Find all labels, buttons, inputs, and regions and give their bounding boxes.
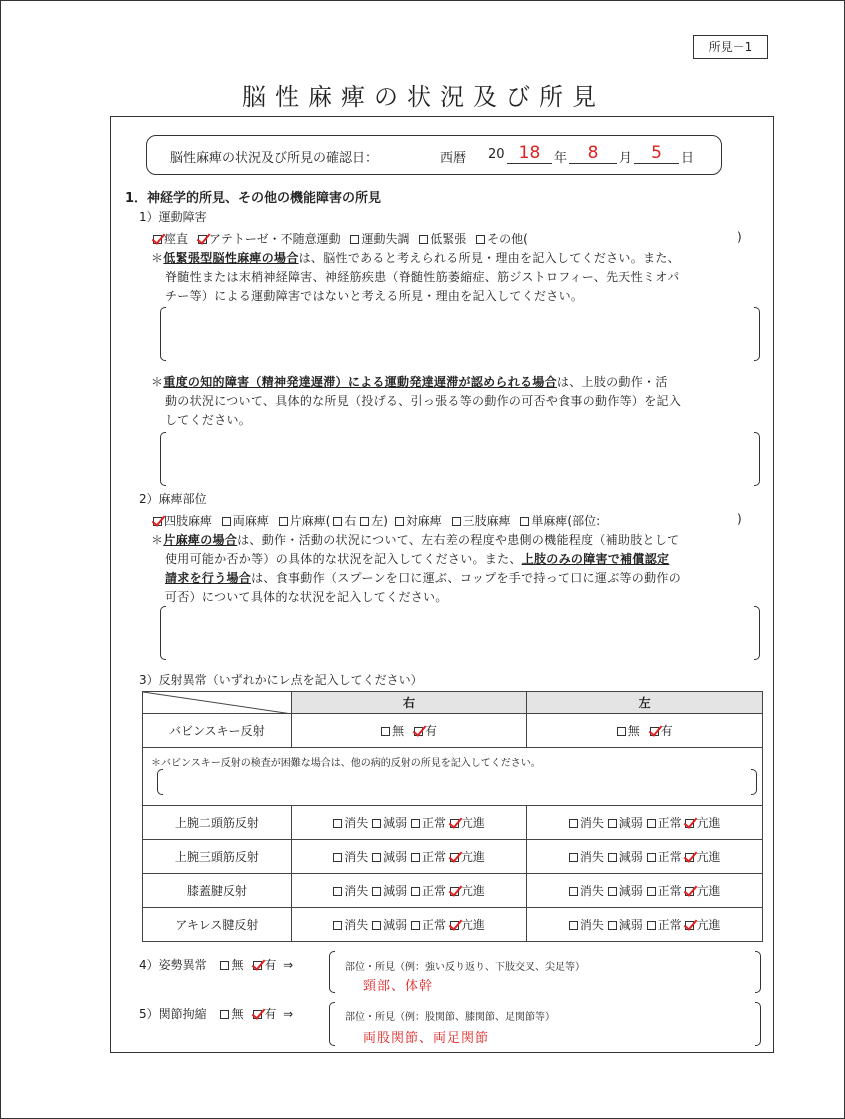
- babinski-left-opt[interactable]: 有: [650, 724, 673, 738]
- reflex-row-label: 上腕二頭筋反射: [143, 806, 292, 840]
- checkbox-icon[interactable]: [685, 887, 694, 896]
- paralysis-note: ＊片麻痺の場合は、動作・活動の状況について、左右差の程度や患側の機能程度（補助肢として 使用可能か否か等）の具体的な状況を記入してください。また、上肢のみの障害で補償認定 請求を行う場合は、食事動作（スプーンを口に運ぶ、コップを手で持って口に運ぶ等の動作の 可否）について具体的な状況を記入してください。: [151, 533, 682, 604]
- reflex-table: [142, 691, 763, 942]
- posture-opt-yes[interactable]: 有: [253, 958, 276, 972]
- month-field[interactable]: 8: [569, 143, 617, 164]
- reflex-corner: [143, 692, 292, 714]
- contracture-opt-yes[interactable]: 有: [253, 1007, 276, 1021]
- paralysis-close: ): [737, 512, 742, 526]
- contracture-row: [139, 1005, 293, 1022]
- checkbox-icon[interactable]: [685, 921, 694, 930]
- table-row: [143, 908, 763, 942]
- paralysis-opt-5[interactable]: 対麻痺: [395, 514, 442, 528]
- reflex-left-options: 消失 減弱 正常 亢進: [527, 806, 763, 840]
- posture-heading: 4）姿勢異常: [139, 958, 207, 972]
- checkbox-icon[interactable]: [450, 921, 459, 930]
- reflex-row-label: 膝蓋腱反射: [143, 874, 292, 908]
- day-field[interactable]: 5: [634, 143, 679, 164]
- checkbox-icon[interactable]: [450, 853, 459, 862]
- checkbox-icon[interactable]: [372, 921, 381, 930]
- checkbox-icon[interactable]: [360, 517, 369, 526]
- checkbox-icon[interactable]: [253, 961, 262, 970]
- checkbox-icon[interactable]: [617, 727, 626, 736]
- checkbox-icon[interactable]: [608, 921, 617, 930]
- year-unit: 年: [554, 151, 568, 166]
- motor-note2: ＊重度の知的障害（精神発達遅滞）による運動発達遅滞が認められる場合は、上肢の動作・活 動の状況について、具体的な所見（投げる、引っ張る等の動作の可否や食事の動作等）を記入 してください。: [151, 375, 682, 427]
- checkbox-icon[interactable]: [350, 235, 359, 244]
- checkbox-icon[interactable]: [253, 1010, 262, 1019]
- checkbox-icon[interactable]: [569, 887, 578, 896]
- year-prefix: 20: [488, 147, 505, 162]
- paralysis-opt-0[interactable]: 四肢麻痺: [153, 514, 212, 528]
- contracture-hint: 部位・所見（例：股関節、膝関節、足関節等）: [345, 1012, 555, 1023]
- paralysis-opt-1[interactable]: 両麻痺: [222, 514, 269, 528]
- checkbox-icon[interactable]: [685, 853, 694, 862]
- checkbox-icon[interactable]: [220, 1010, 229, 1019]
- col-left: 左: [527, 692, 763, 714]
- checkbox-icon[interactable]: [395, 517, 404, 526]
- section1-heading: 1．神経学的所見、その他の機能障害の所見: [125, 191, 382, 206]
- reflex-left-options: 消失 減弱 正常 亢進: [527, 840, 763, 874]
- confirm-date-label: 脳性麻痺の状況及び所見の確認日：: [170, 151, 379, 166]
- table-row: [143, 874, 763, 908]
- motor-note2-input[interactable]: [160, 433, 760, 485]
- checkbox-icon[interactable]: [333, 921, 342, 930]
- checkbox-icon[interactable]: [452, 517, 461, 526]
- checkbox-icon[interactable]: [411, 853, 420, 862]
- paralysis-heading: 2）麻痺部位: [139, 492, 207, 506]
- checkbox-icon[interactable]: [153, 235, 162, 244]
- checkbox-icon[interactable]: [411, 887, 420, 896]
- checkbox-icon[interactable]: [333, 819, 342, 828]
- diagonal-line-icon: [143, 692, 292, 714]
- babinski-right-opt[interactable]: 有: [414, 724, 437, 738]
- paralysis-opt-3[interactable]: 右: [333, 514, 356, 528]
- checkbox-icon[interactable]: [372, 853, 381, 862]
- reflex-right-options: 消失 減弱 正常 亢進: [291, 840, 527, 874]
- checkbox-icon[interactable]: [372, 819, 381, 828]
- checkbox-icon[interactable]: [153, 517, 162, 526]
- reflex-left-options: 消失 減弱 正常 亢進: [527, 874, 763, 908]
- motor-opt-0[interactable]: 痙直: [153, 232, 188, 246]
- checkbox-icon[interactable]: [414, 727, 423, 736]
- motor-note1-input[interactable]: [160, 308, 760, 360]
- checkbox-icon[interactable]: [520, 517, 529, 526]
- checkbox-icon[interactable]: [608, 853, 617, 862]
- checkbox-icon[interactable]: [198, 235, 207, 244]
- checkbox-icon[interactable]: [608, 887, 617, 896]
- checkbox-icon[interactable]: [476, 235, 485, 244]
- reflex-right-options: 消失 減弱 正常 亢進: [291, 908, 527, 942]
- checkbox-icon[interactable]: [569, 819, 578, 828]
- motor-opt-1[interactable]: アテトーゼ・不随意運動: [198, 232, 341, 246]
- checkbox-icon[interactable]: [381, 727, 390, 736]
- posture-value[interactable]: 頸部、体幹: [363, 979, 434, 994]
- motor-other-close: ): [737, 230, 742, 244]
- checkbox-icon[interactable]: [220, 961, 229, 970]
- checkbox-icon[interactable]: [222, 517, 231, 526]
- contracture-heading: 5）関節拘縮: [139, 1007, 207, 1021]
- form-tag: 所見－1: [693, 35, 768, 59]
- checkbox-icon[interactable]: [372, 887, 381, 896]
- babinski-label: バビンスキー反射: [143, 714, 292, 748]
- reflex-row-label: 上腕三頭筋反射: [143, 840, 292, 874]
- paralysis-opt-6[interactable]: 三肢麻痺: [452, 514, 511, 528]
- reflex-right-options: 消失 減弱 正常 亢進: [291, 874, 527, 908]
- checkbox-icon[interactable]: [333, 517, 342, 526]
- paralysis-opt-4[interactable]: 左): [360, 514, 388, 528]
- table-row: [143, 714, 763, 748]
- checkbox-icon[interactable]: [647, 819, 656, 828]
- posture-opt-none[interactable]: 無: [220, 958, 243, 972]
- contracture-opt-none[interactable]: 無: [220, 1007, 243, 1021]
- checkbox-icon[interactable]: [279, 517, 288, 526]
- checkbox-icon[interactable]: [411, 819, 420, 828]
- confirm-date-box: [146, 135, 722, 175]
- checkbox-icon[interactable]: [569, 921, 578, 930]
- col-right: 右: [291, 692, 527, 714]
- checkbox-icon[interactable]: [450, 819, 459, 828]
- checkbox-icon[interactable]: [333, 853, 342, 862]
- checkbox-icon[interactable]: [647, 853, 656, 862]
- era-label: 西暦: [440, 151, 467, 166]
- month-unit: 月: [619, 151, 633, 166]
- arrow-icon: ⇒: [283, 958, 294, 972]
- reflex-heading: 3）反射異常（いずれかにレ点を記入してください）: [139, 673, 423, 687]
- babinski-left: [527, 714, 763, 748]
- reflex-right-options: 消失 減弱 正常 亢進: [291, 806, 527, 840]
- contracture-value[interactable]: 両股関節、両足関節: [363, 1031, 490, 1046]
- posture-hint: 部位・所見（例：強い反り返り、下肢交叉、尖足等）: [345, 962, 585, 973]
- babinski-note-cell: [143, 748, 763, 806]
- checkbox-icon[interactable]: [333, 887, 342, 896]
- motor-options: [150, 230, 531, 247]
- babinski-left-opt[interactable]: 無: [617, 724, 640, 738]
- motor-opt-2[interactable]: 運動失調: [350, 232, 409, 246]
- paralysis-options: [150, 512, 603, 529]
- checkbox-icon[interactable]: [608, 819, 617, 828]
- table-row: [143, 748, 763, 806]
- year-field[interactable]: 18: [507, 143, 552, 164]
- table-row: [143, 840, 763, 874]
- checkbox-icon[interactable]: [569, 853, 578, 862]
- day-unit: 日: [681, 151, 695, 166]
- checkbox-icon[interactable]: [650, 727, 659, 736]
- motor-heading: 1）運動障害: [139, 210, 207, 224]
- checkbox-icon[interactable]: [450, 887, 459, 896]
- posture-row: [139, 956, 293, 973]
- babinski-right-opt[interactable]: 無: [381, 724, 404, 738]
- checkbox-icon[interactable]: [411, 921, 420, 930]
- page-title: 脳性麻痺の状況及び所見: [242, 83, 605, 111]
- table-row: [143, 806, 763, 840]
- arrow-icon: ⇒: [283, 1007, 294, 1021]
- reflex-row-label: アキレス腱反射: [143, 908, 292, 942]
- motor-opt-4[interactable]: その他(: [476, 232, 528, 246]
- reflex-left-options: 消失 減弱 正常 亢進: [527, 908, 763, 942]
- checkbox-icon[interactable]: [419, 235, 428, 244]
- checkbox-icon[interactable]: [647, 921, 656, 930]
- babinski-note: ＊バビンスキー反射の検査が困難な場合は、他の病的反射の所見を記入してください。: [151, 758, 541, 769]
- checkbox-icon[interactable]: [685, 819, 694, 828]
- motor-opt-3[interactable]: 低緊張: [419, 232, 466, 246]
- checkbox-icon[interactable]: [647, 887, 656, 896]
- paralysis-opt-7[interactable]: 単麻痺(部位:: [520, 514, 600, 528]
- paralysis-opt-2[interactable]: 片麻痺(: [279, 514, 331, 528]
- babinski-right: [291, 714, 527, 748]
- paralysis-note-input[interactable]: [160, 607, 760, 659]
- motor-note1: ＊低緊張型脳性麻痺の場合は、脳性であると考えられる所見・理由を記入してください。また、 脊髄性または末梢神経障害、神経筋疾患（脊髄性筋萎縮症、筋ジストロフィー、先天性ミオパ チー等）による運動障害ではないと考える所見・理由を記入してください。: [151, 251, 680, 303]
- babinski-note-input[interactable]: [157, 770, 757, 794]
